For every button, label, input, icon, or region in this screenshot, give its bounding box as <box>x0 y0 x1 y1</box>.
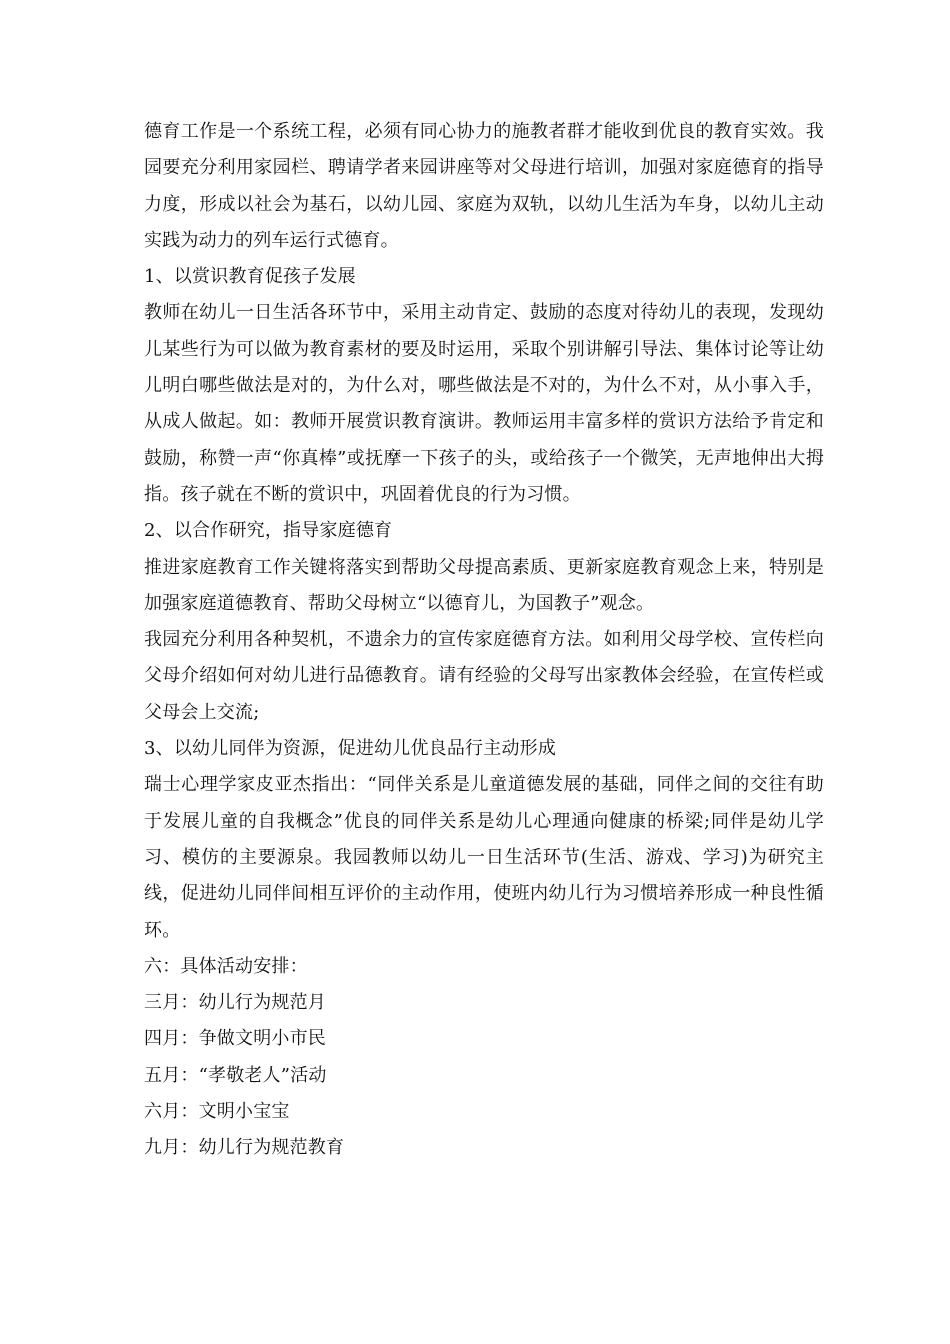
section-3-paragraph-1: 瑞士心理学家皮亚杰指出：“同伴关系是儿童道德发展的基础，同伴之间的交往有助于发展儿童的自我概念”优良的同伴关系是幼儿心理通向健康的桥梁;同伴是幼儿学习、模仿的主要源泉。我园教师以幼儿一日生活环节(生活、游戏、学习)为研究主线，促进幼儿同伴间相互评价的主动作用，使班内幼儿行为习惯培养形成一种良性循环。 <box>144 774 824 941</box>
schedule-item-june: 六月：文明小宝宝 <box>144 1101 290 1123</box>
schedule-item-march: 三月：幼儿行为规范月 <box>144 992 326 1014</box>
section-3-heading: 3、以幼儿同伴为资源，促进幼儿优良品行主动形成 <box>144 738 557 760</box>
section-2-paragraph-2: 我园充分利用各种契机，不遗余力的宣传家庭德育方法。如利用父母学校、宣传栏向父母介绍如何对幼儿进行品德教育。请有经验的父母写出家教体会经验，在宣传栏或父母会上交流; <box>144 629 824 723</box>
section-1-paragraph-1: 教师在幼儿一日生活各环节中，采用主动肯定、鼓励的态度对待幼儿的表现，发现幼儿某些行为可以做为教育素材的要及时运用，采取个别讲解引导法、集体讨论等让幼儿明白哪些做法是对的，为什么对，哪些做法是不对的，为什么不对，从小事入手，从成人做起。如：教师开展赏识教育演讲。教师运用丰富多样的赏识方法给予肯定和鼓励，称赞一声“你真棒”或抚摩一下孩子的头，或给孩子一个微笑，无声地伸出大拇指。孩子就在不断的赏识中，巩固着优良的行为习惯。 <box>144 302 824 505</box>
schedule-item-may: 五月：“孝敬老人”活动 <box>144 1064 327 1086</box>
document-body <box>144 114 824 1167</box>
section-1-heading: 1、以赏识教育促孩子发展 <box>144 266 356 288</box>
intro-paragraph: 德育工作是一个系统工程，必须有同心协力的施教者群才能收到优良的教育实效。我园要充分利用家园栏、聘请学者来园讲座等对父母进行培训，加强对家庭德育的指导力度，形成以社会为基石，以幼儿园、家庭为双轨，以幼儿生活为车身，以幼儿主动实践为动力的列车运行式德育。 <box>144 121 824 251</box>
section-2-heading: 2、以合作研究，指导家庭德育 <box>144 520 393 542</box>
section-2-paragraph-1: 推进家庭教育工作关键将落实到帮助父母提高素质、更新家庭教育观念上来，特别是加强家庭道德教育、帮助父母树立“以德育儿，为国教子”观念。 <box>144 556 824 614</box>
schedule-heading: 六：具体活动安排： <box>144 955 308 977</box>
schedule-item-september: 九月：幼儿行为规范教育 <box>144 1137 345 1159</box>
schedule-item-april: 四月：争做文明小市民 <box>144 1028 326 1050</box>
